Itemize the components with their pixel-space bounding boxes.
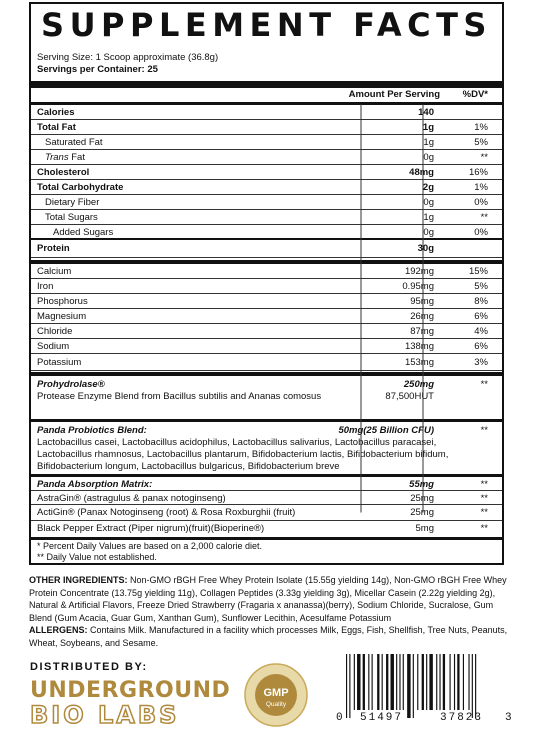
gmp-sub: Quality <box>265 701 287 708</box>
nutrient-dv: 8% <box>474 296 488 307</box>
barcode-left-digit: 0 <box>336 712 343 724</box>
nutrient-name: Protein <box>37 243 70 254</box>
gmp-text: GMP <box>263 687 289 699</box>
nutrient-amount: 138mg <box>404 341 434 352</box>
nutrient-row <box>31 210 502 225</box>
nutrient-dv: 1% <box>474 182 488 193</box>
absorption-item-name: ActiGin® (Panax Notoginseng (root) & Rosa Roxburghii (fruit) <box>37 507 296 518</box>
barcode-bar <box>396 654 397 710</box>
nutrient-row <box>31 120 502 135</box>
absorption-title: Panda Absorption Matrix: <box>37 479 153 490</box>
nutrient-row <box>31 165 502 180</box>
supplement-facts-panel <box>29 2 504 565</box>
nutrient-dv: 16% <box>468 167 488 178</box>
gmp-quality-seal-icon <box>244 663 308 727</box>
barcode-right-digit: 3 <box>505 712 512 724</box>
nutrient-dv: 6% <box>474 341 488 352</box>
probiotics-line-3: Bifidobacterium longum, Lactobacillus bulgaricus, Bifidobacterium breve <box>37 461 340 472</box>
allergens-text: Contains Milk. Manufactured in a facility which processes Milk, Eggs, Fish, Shellfish, Tree Nuts, Peanuts, Wheat, Soybeans, and Sesame. <box>29 625 508 648</box>
nutrient-amount: 0g <box>423 152 434 163</box>
nutrient-dv: 5% <box>474 281 488 292</box>
nutrient-amount: 192mg <box>404 266 434 277</box>
absorption-item-name: Black Pepper Extract (Piper nigrum)(fruit)(Bioperine®) <box>37 523 265 534</box>
absorption-item-dv: ** <box>480 507 488 518</box>
brand-logo-line-1: UNDERGROUND <box>30 678 231 703</box>
prohydrolase-block <box>31 377 502 421</box>
nutrient-row <box>31 279 502 294</box>
nutrient-name <box>45 150 85 165</box>
prohydrolase-dv: ** <box>480 379 488 390</box>
barcode-bar <box>443 654 445 710</box>
barcode-bar <box>354 654 355 710</box>
footnote-not-established: ** Daily Value not established. <box>37 552 157 562</box>
nutrient-amount: 26mg <box>410 311 434 322</box>
barcode-group-1: 51497 <box>360 712 404 724</box>
other-ingredients-text: Non-GMO rBGH Free Whey Protein Isolate (15.55g yielding 14g), Non-GMO rBGH Free Whey Protein Concentrate (13.75g yielding 11g), Collagen Peptides (3.33g yielding 3g), Micellar Casein (2.22g yielding 2g), Natural & Artificial Flavors, Freeze Dried Strawberry (Fragaria x ananassa)(berry), Sodium Chloride, Sucralose, Gum Blend (Gum Acacia, Guar Gum, Xanthan Gum), Sunflower Lecithin, Acesulfame Potassium <box>29 575 507 623</box>
section-divider <box>31 372 502 376</box>
allergens-label: ALLERGENS: <box>29 625 88 635</box>
nutrient-name: Sodium <box>37 341 70 352</box>
nutrient-name: Saturated Fat <box>45 137 103 148</box>
nutrient-row <box>31 195 502 210</box>
nutrient-name: Calcium <box>37 266 72 277</box>
nutrient-name: Dietary Fiber <box>45 197 100 208</box>
barcode-bar <box>346 654 347 718</box>
nutrient-row <box>31 324 502 339</box>
nutrient-name: Magnesium <box>37 311 87 322</box>
nutrient-dv: 15% <box>468 266 488 277</box>
nutrient-row <box>31 294 502 309</box>
distributed-by: DISTRIBUTED BY: <box>30 661 148 673</box>
absorption-item-amount: 5mg <box>415 523 434 534</box>
prohydrolase-title: Prohydrolase® <box>37 379 105 390</box>
serving-size: Serving Size: 1 Scoop approximate (36.8g) <box>37 52 219 63</box>
probiotics-dv: ** <box>480 425 488 436</box>
nutrient-name: Total Fat <box>37 122 76 133</box>
divider <box>31 474 502 477</box>
nutrient-amount: 153mg <box>404 357 434 368</box>
nutrient-name: Iron <box>37 281 54 292</box>
nutrient-name: Cholesterol <box>37 167 90 178</box>
absorption-item-amount: 25mg <box>410 493 434 504</box>
barcode-bar <box>429 654 432 710</box>
nutrient-amount: 30g <box>417 243 434 254</box>
nutrient-name: Total Sugars <box>45 212 98 223</box>
nutrient-dv: 5% <box>474 137 488 148</box>
probiotics-block <box>31 423 502 475</box>
barcode-bar <box>463 654 464 710</box>
absorption-dv: ** <box>480 479 488 490</box>
absorption-amount: 55mg <box>409 479 434 490</box>
barcode-group-2: 37823 <box>440 712 484 724</box>
nutrient-row <box>31 354 502 371</box>
barcode-bar <box>457 654 459 710</box>
barcode-bar <box>357 654 360 710</box>
prohydrolase-amount: 250mg <box>403 379 434 390</box>
panel-title: SUPPLEMENT FACTS <box>41 6 492 44</box>
nutrient-dv: 3% <box>474 357 488 368</box>
barcode-bar <box>403 654 404 710</box>
barcode-bar <box>454 654 455 710</box>
barcode-bar <box>368 654 369 710</box>
barcode-bar <box>391 654 394 710</box>
nutrient-name: Phosphorus <box>37 296 88 307</box>
divider <box>31 537 502 540</box>
barcode-bar <box>439 654 440 710</box>
barcode-bar <box>372 654 373 710</box>
other-ingredients <box>29 574 509 624</box>
nutrient-amount: 48mg <box>409 167 434 178</box>
absorption-item-name: AstraGin® (astragulus & panax notoginseng) <box>37 493 226 504</box>
nutrient-row <box>31 264 502 279</box>
nutrient-row <box>31 339 502 354</box>
nutrient-amount: 0.95mg <box>402 281 434 292</box>
nutrient-dv: 1% <box>474 122 488 133</box>
probiotics-line-2: Lactobacillus rhamnosus, Lactobacillus plantarum, Bifidobacterium lactis, Bifidobacterium bifidum, <box>37 449 449 460</box>
fat-label: Fat <box>68 152 85 163</box>
divider <box>31 419 502 422</box>
nutrient-amount: 2g <box>422 182 434 193</box>
section-divider <box>31 238 502 240</box>
probiotics-amount: 50mg(25 Billion CFU) <box>338 425 434 436</box>
barcode-bar <box>468 654 469 710</box>
absorption-item-amount: 25mg <box>410 507 434 518</box>
absorption-item-dv: ** <box>480 493 488 504</box>
nutrient-dv: 0% <box>474 227 488 238</box>
footnote-dv: * Percent Daily Values are based on a 2,000 calorie diet. <box>37 541 262 551</box>
barcode-bar <box>450 654 451 710</box>
probiotics-line-1: Lactobacillus casei, Lactobacillus acidophilus, Lactobacillus salivarius, Lactobacillus paracasei, <box>37 437 437 448</box>
nutrient-row <box>31 240 502 258</box>
barcode-bar <box>382 654 383 710</box>
thick-divider <box>31 81 502 88</box>
barcode-bar <box>386 654 388 710</box>
brand-logo-line-2: BIO LABS <box>30 701 180 729</box>
barcode-bar <box>426 654 427 710</box>
nutrient-amount: 87mg <box>410 326 434 337</box>
barcode-bar <box>363 654 365 710</box>
nutrient-dv: 0% <box>474 197 488 208</box>
nutrient-amount: 0g <box>423 197 434 208</box>
probiotics-title: Panda Probiotics Blend: <box>37 425 147 436</box>
dv-column-header: %DV* <box>462 89 488 100</box>
barcode-bar <box>377 654 379 710</box>
absorption-item <box>31 490 502 505</box>
barcode-bar <box>413 654 414 718</box>
barcode-bar <box>436 654 437 710</box>
nutrient-row <box>31 180 502 195</box>
barcode-bar <box>472 654 473 718</box>
nutrient-dv: ** <box>480 152 488 163</box>
barcode-bar <box>399 654 400 710</box>
absorption-item <box>31 505 502 521</box>
nutrient-name: Added Sugars <box>53 227 114 238</box>
nutrient-name: Chloride <box>37 326 73 337</box>
barcode-bar <box>475 654 476 718</box>
absorption-item-dv: ** <box>480 523 488 534</box>
nutrient-amount: 1g <box>423 212 434 223</box>
barcode-bar <box>407 654 410 718</box>
barcode-bar <box>417 654 418 710</box>
nutrient-dv: ** <box>480 212 488 223</box>
nutrient-row <box>31 105 502 120</box>
allergens <box>29 624 509 649</box>
nutrient-name: Calories <box>37 107 75 118</box>
prohydrolase-desc-amount: 87,500HUT <box>385 391 434 402</box>
nutrient-row <box>31 135 502 150</box>
barcode-bar <box>349 654 350 718</box>
nutrient-dv: 6% <box>474 311 488 322</box>
nutrient-row <box>31 150 502 165</box>
nutrient-amount: 0g <box>423 227 434 238</box>
prohydrolase-desc: Protease Enzyme Blend from Bacillus subtilis and Ananas comosus <box>37 391 322 402</box>
absorption-item <box>31 521 502 537</box>
nutrient-amount: 1g <box>422 122 434 133</box>
nutrient-name: Potassium <box>37 357 82 368</box>
nutrient-name: Total Carbohydrate <box>37 182 124 193</box>
section-divider <box>31 260 502 264</box>
nutrient-amount: 95mg <box>410 296 434 307</box>
nutrient-amount: 140 <box>418 107 434 118</box>
barcode-bar <box>422 654 424 710</box>
trans-label: Trans <box>45 152 69 163</box>
servings-per-container: Servings per Container: 25 <box>37 64 158 75</box>
nutrient-row <box>31 309 502 324</box>
other-ingredients-label: OTHER INGREDIENTS: <box>29 575 128 585</box>
amount-column-header: Amount Per Serving <box>348 89 440 100</box>
nutrient-dv: 4% <box>474 326 488 337</box>
nutrient-amount: 1g <box>423 137 434 148</box>
